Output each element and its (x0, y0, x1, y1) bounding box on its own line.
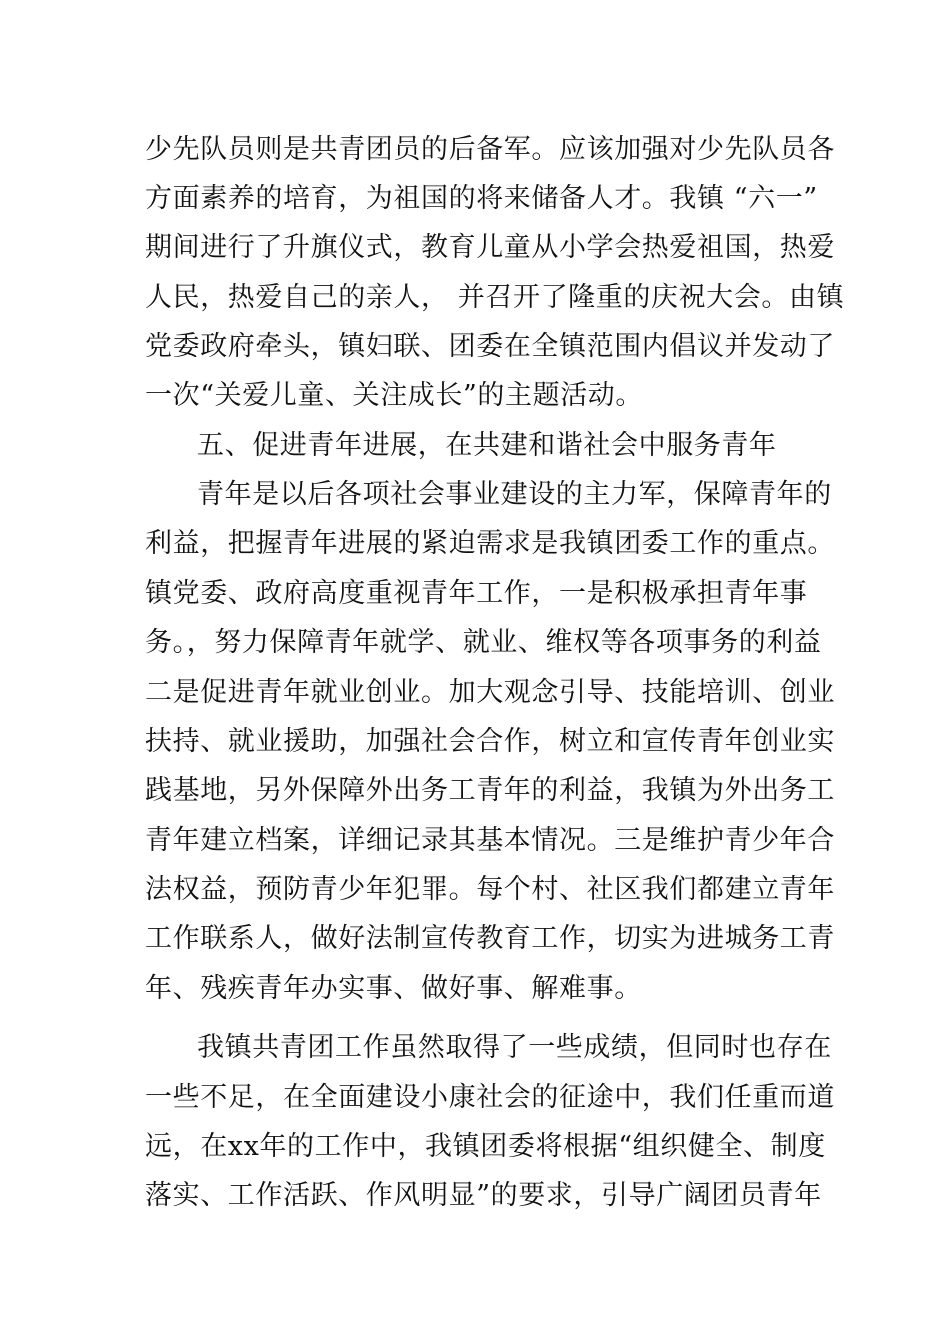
text-line: 一次“关爱儿童、关注成长”的主题活动。 (145, 380, 644, 411)
text-line: 少先队员则是共青团员的后备军。应该加强对少先队员各 (145, 134, 835, 165)
text-line: 务。，努力保障青年就学、就业、维权等各项事务的利益 (145, 627, 822, 658)
text-line: 我镇共青团工作虽然取得了一些成绩，但同时也存在 (197, 1032, 832, 1063)
text-line: 扶持、就业援助，加强社会合作，树立和宣传青年创业实 (145, 726, 835, 757)
text-line: 远，在xx年的工作中，我镇团委将根据“组织健全、制度 (145, 1131, 826, 1162)
text-line: 落实、工作活跃、作风明显”的要求，引导广阔团员青年 (145, 1180, 822, 1211)
text-line: 方面素养的培育，为祖国的将来储备人才。我镇 “六一” (145, 183, 818, 214)
section-heading: 五、促进青年进展，在共建和谐社会中服务青年 (197, 430, 777, 461)
text-line: 法权益，预防青少年犯罪。每个村、社区我们都建立青年 (145, 874, 835, 905)
text-line: 一些不足，在全面建设小康社会的征途中，我们任重而道 (145, 1082, 835, 1113)
text-line: 利益，把握青年进展的紧迫需求是我镇团委工作的重点。 (145, 528, 835, 559)
text-line: 镇党委、政府高度重视青年工作，一是积极承担青年事 (145, 578, 808, 609)
text-line: 工作联系人，做好法制宣传教育工作，切实为进城务工青 (145, 923, 835, 954)
text-line: 年、残疾青年办实事、做好事、解难事。 (145, 973, 642, 1004)
text-line: 二是促进青年就业创业。加大观念引导、技能培训、创业 (145, 677, 835, 708)
text-line: 党委政府牵头，镇妇联、团委在全镇范围内倡议并发动了 (145, 331, 835, 362)
text-line: 青年建立档案，详细记录其基本情况。三是维护青少年合 (145, 825, 835, 856)
text-line: 青年是以后各项社会事业建设的主力军，保障青年的 (197, 479, 832, 510)
text-line: 人民，热爱自己的亲人， 并召开了隆重的庆祝大会。由镇 (145, 282, 845, 313)
text-line: 践基地，另外保障外出务工青年的利益，我镇为外出务工 (145, 775, 835, 806)
text-line: 期间进行了升旗仪式，教育儿童从小学会热爱祖国，热爱 (145, 232, 835, 263)
